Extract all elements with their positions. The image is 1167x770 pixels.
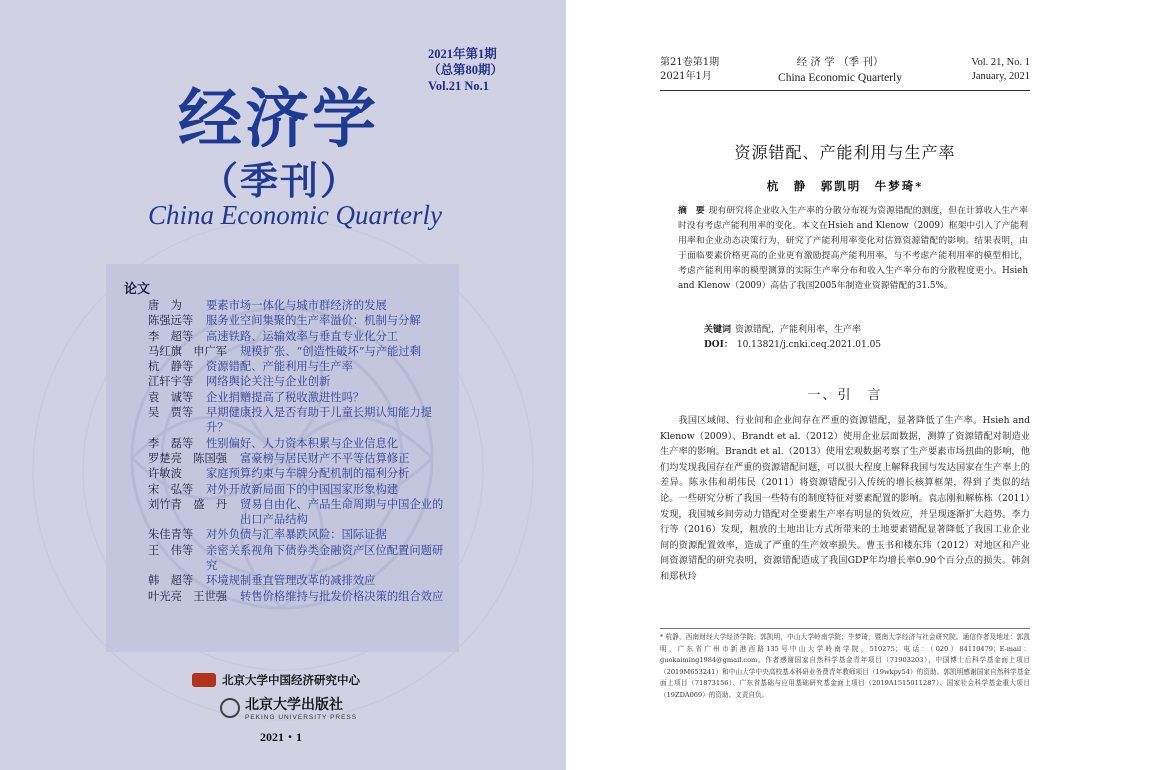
toc-author: 唐 为 — [148, 299, 182, 312]
ccer-logo-icon — [192, 673, 216, 687]
publisher-center — [192, 672, 360, 688]
issue-year-number: 2021年第1期 — [428, 47, 497, 61]
toc-entry — [148, 497, 453, 528]
keywords — [704, 322, 861, 335]
header-volume-issue: 第21卷第1期 — [660, 57, 720, 68]
header-date: 2021年1月 — [660, 71, 712, 82]
toc-entry — [148, 466, 453, 481]
publisher-press-name: 北京大学出版社 — [245, 697, 343, 713]
section-heading: 一、引 言 — [807, 388, 883, 403]
footnote: * 杭静，西南财经大学经济学院；郭凯明，中山大学岭南学院；牛梦琦，暨南大学经济与社会研究院。通信作者及地址：郭凯明，广东省广州市新港西路135号中山大学岭南学院，510275；电话：（020）84110479；E-mail：guokaiming1984@gmail.com。作者感谢国家自然科学基金青年项目（71903203）、中国博士后科学基金面上项目（2019M653241）和中山大学中央高校基本科研业务费青年教师项目（19wkpy54）的资助。郭凯明感谢国家自然科学基金面上项目（71873156）、广东省基础与应用基础研究基金面上项目（2019A1515011287）、国家社会科学基金重大项目（19ZDA069）的资助。文责自负。 — [660, 633, 1030, 699]
toc-entry — [148, 344, 453, 359]
toc-entry — [148, 390, 453, 405]
toc-author: 马红旗 申广军 — [148, 344, 228, 358]
toc-entry — [148, 313, 453, 328]
issue-total-number: （总第80期） — [428, 63, 504, 77]
toc-entry — [148, 405, 453, 436]
toc-entry — [148, 527, 453, 542]
article-authors: 杭 静 郭凯明 牛梦琦* — [766, 179, 924, 193]
publisher-center-name: 北京大学中国经济研究中心 — [222, 673, 360, 687]
running-header-right — [932, 56, 1030, 84]
toc-entry — [148, 359, 453, 374]
journal-subtitle-zh: （季刊） — [200, 158, 361, 203]
toc-entry — [148, 482, 453, 497]
journal-title-zh: 经济学 — [178, 82, 379, 157]
toc-entry — [148, 374, 453, 389]
toc-title: 早期健康投入是否有助于儿童长期认知能力提升？ — [206, 406, 432, 435]
abstract-label: 摘 要 — [678, 206, 705, 216]
toc-author: 叶光亮 王世强 — [148, 589, 228, 603]
keywords-text: 资源错配，产能利用率，生产率 — [735, 325, 862, 335]
toc-title: 规模扩张、“创造性破坏”与产能过剩 — [240, 344, 422, 358]
header-journal-en: China Economic Quarterly — [778, 72, 902, 84]
header-volume-en: Vol. 21, No. 1 — [971, 57, 1030, 68]
header-journal-zh: 经 济 学 （季 刊） — [796, 56, 884, 68]
article-title: 资源错配、产能利用与生产率 — [734, 143, 956, 162]
running-header-left — [660, 56, 719, 84]
journal-title-en: China Economic Quarterly — [148, 200, 442, 230]
toc-author: 朱佳青等 — [148, 528, 194, 542]
toc-title: 环境规制垂直管理改革的减排效应 — [206, 574, 376, 588]
toc-entry — [148, 329, 453, 344]
toc-title: 网络舆论关注与企业创新 — [206, 375, 331, 389]
toc-author: 江轩宇等 — [148, 375, 194, 389]
issue-volume: Vol.21 No.1 — [428, 79, 490, 93]
article-page — [580, 0, 1167, 770]
toc-title: 服务业空间集聚的生产率溢价：机制与分解 — [206, 314, 421, 328]
toc-author: 李 磊等 — [148, 436, 194, 450]
toc-title: 性别偏好、人力资本积累与企业信息化 — [206, 436, 399, 450]
toc-author: 陈强远等 — [148, 314, 194, 328]
journal-cover — [0, 0, 566, 770]
toc-author: 罗楚亮 陈国强 — [148, 451, 228, 465]
toc-entry — [148, 451, 453, 466]
toc-author: 韩 超等 — [148, 574, 194, 588]
doi-value: 10.13821/j.cnki.ceq.2021.01.05 — [736, 340, 882, 350]
footnote-rule — [660, 628, 1030, 629]
toc-title: 对外开放新局面下的中国国家形象构建 — [206, 482, 399, 496]
toc-entry — [148, 298, 453, 313]
toc-title: 对外负债与汇率暴跌风险：国际证据 — [206, 528, 387, 542]
keywords-label: 关键词 — [704, 325, 732, 335]
pku-seal-icon — [220, 698, 240, 718]
doi-label: DOI： — [704, 340, 733, 350]
toc-entry — [148, 573, 453, 588]
toc-title: 高速铁路、运输效率与垂直专业化分工 — [206, 329, 399, 343]
abstract — [678, 204, 1028, 294]
toc-entry — [148, 543, 453, 574]
toc-title: 富豪榜与居民财产不平等估算修正 — [240, 451, 410, 465]
doi — [704, 337, 881, 350]
toc-author: 许敏波 — [148, 467, 182, 481]
toc-title: 亲密关系视角下债券类金融资产区位配置问题研究 — [206, 543, 444, 573]
toc-title: 家庭预算约束与车牌分配机制的福利分析 — [206, 467, 410, 481]
toc-author: 宋 弘等 — [148, 482, 194, 496]
toc-title: 资源错配、产能利用与生产率 — [206, 360, 353, 374]
toc-author: 刘竹青 盛 丹 — [148, 497, 228, 511]
publisher-press — [220, 694, 357, 721]
running-header-center — [760, 54, 920, 86]
toc-author: 李 超等 — [148, 329, 194, 343]
toc-list — [148, 298, 453, 604]
cover-year: 2021・1 — [260, 730, 303, 744]
abstract-text: 现有研究将企业收入生产率的分散分布视为资源错配的测度，但在计算收入生产率时没有考虑产能利用率的变化。本文在Hsieh and Klenow（2009）框架中引入了产能利用率和企业动态决策行为，研究了产能利用率变化对估算资源错配的影响。结果表明，由于面临要素价格更高的企业更有激励提高产能利用率，与不考虑产能利用率的模型相比，考虑产能利用率的模型测算的实际生产率分布和收入生产率分布的分散程度更小。Hsieh and Klenow（2009）高估了我国2005年制造业资源错配的31.5%。 — [678, 206, 1028, 291]
toc-title: 贸易自由化、产品生命周期与中国企业的出口产品结构 — [240, 497, 444, 527]
toc-author: 吴 贾等 — [148, 406, 194, 420]
toc-heading: 论文 — [124, 282, 151, 297]
table-of-contents — [106, 264, 459, 652]
issue-info — [428, 46, 552, 94]
toc-author: 袁 诚等 — [148, 390, 194, 404]
toc-author: 王 伟等 — [148, 543, 194, 557]
header-date-en: January, 2021 — [971, 71, 1030, 82]
header-rule — [660, 90, 1030, 91]
body-paragraph: 我国区域间、行业间和企业间存在严重的资源错配，显著降低了生产率。Hsieh and Klenow（2009）、Brandt et al.（2012）使用企业层面数据，测算了资源错配对制造业生产率的影响。Brandt et al.（2013）使用宏观数据考察了生产要素市场扭曲的影响，他们均发现我国存在严重的资源错配问题，可以很大程度上解释我国与发达国家在生产率上的差异。陈永伟和胡伟民（2011）将资源错配引入传统的增长核算框架，得到了类似的结论。一些研究分析了我国一些特有的制度特征对要素配置的影响。袁志刚和解栋栋（2011）发现，我国城乡间劳动力错配对全要素生产率有明显的负效应，并呈现逐渐扩大趋势。李力行等（2016）发现，粗放的土地出让方式所带来的土地要素错配显著降低了我国工业企业间的资源配置效率，造成了严重的生产效率损失。曹玉书和楼东玮（2012）对地区和产业间资源错配的研究表明，资源错配造成了我国GDP年均增长率0.90个百分点的损失。韩剑和郑秋玲 — [660, 415, 1030, 582]
toc-entry — [148, 589, 453, 604]
toc-title: 转售价格维持与批发价格决策的组合效应 — [240, 589, 444, 603]
toc-author: 杭 静等 — [148, 360, 194, 374]
publisher-press-name-en: PEKING UNIVERSITY PRESS — [245, 714, 358, 721]
toc-title: 要素市场一体化与城市群经济的发展 — [206, 299, 387, 312]
toc-title: 企业捐赠提高了税收激进性吗？ — [206, 390, 365, 404]
toc-entry — [148, 436, 453, 451]
